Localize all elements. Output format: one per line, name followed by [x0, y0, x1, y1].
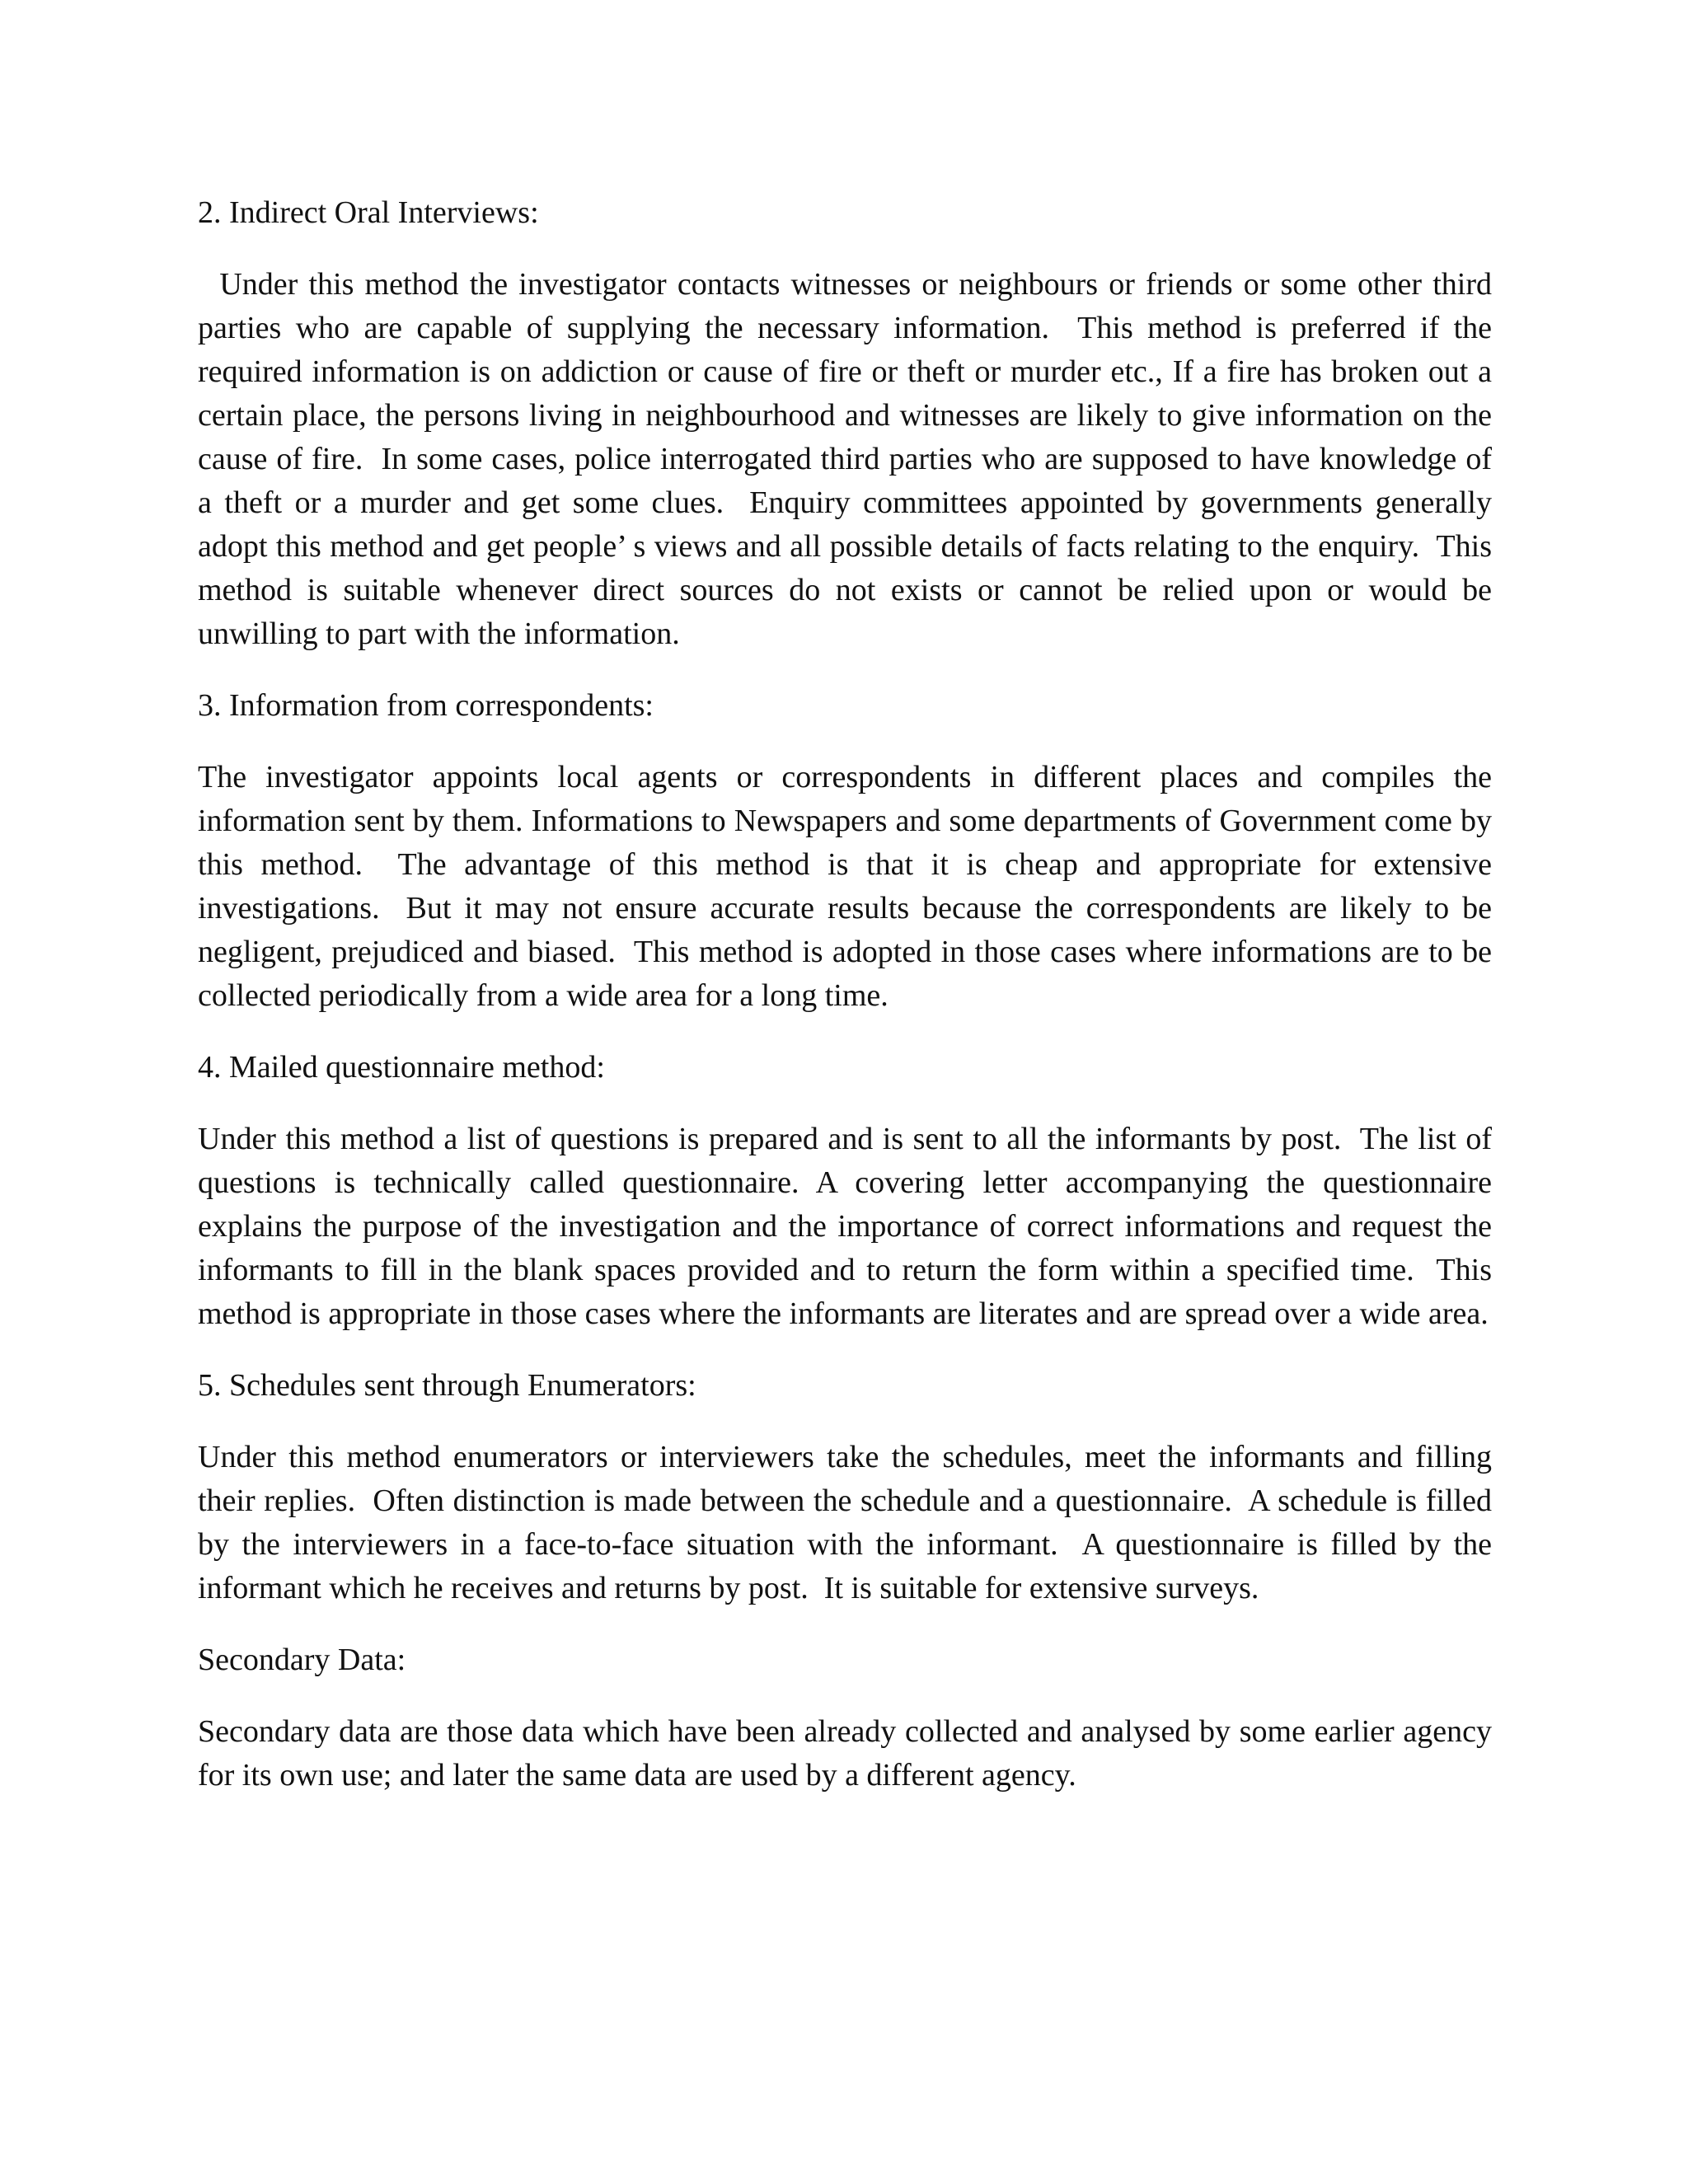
- section-paragraph-secondary-data: Secondary data are those data which have been already collected and analysed by some earlier agency for its own use; and later the same data are used by a different agency.: [198, 1714, 1500, 1793]
- section-paragraph-indirect-oral-interviews: Under this method the investigator contacts witnesses or neighbours or friends or some other third parties who are capable of supplying the necessary information. This method is preferred if the required information is on addiction or cause of fire or theft or murder etc., If a fire has broken out a certain place, the persons living in neighbourhood and witnesses are likely to give information on the cause of fire. In some cases, police interrogated third parties who are supposed to have knowledge of a theft or a murder and get some clues. Enquiry committees appointed by governments generally adopt this method and get people’ s views and all possible details of facts relating to the enquiry. This method is suitable whenever direct sources do not exists or cannot be relied upon or would be unwilling to part with the information.: [198, 267, 1500, 651]
- section-paragraph-mailed-questionnaire-method: Under this method a list of questions is prepared and is sent to all the informants by post. The list of questions is technically called questionnaire. A covering letter accompanying the questionnaire explains the purpose of the investigation and the importance of correct informations and request the informants to fill in the blank spaces provided and to return the form within a specified time. This method is appropriate in those cases where the informants are literates and are spread over a wide area.: [198, 1122, 1500, 1331]
- section-paragraph-schedules-through-enumerators: Under this method enumerators or interviewers take the schedules, meet the informants and filling their replies. Often distinction is made between the schedule and a questionnaire. A schedule is filled by the interviewers in a face-to-face situation with the informant. A questionnaire is filled by the informant which he receives and returns by post. It is suitable for extensive surveys.: [198, 1440, 1500, 1605]
- section-paragraph-information-from-correspondents: The investigator appoints local agents or correspondents in different places and compiles the information sent by them. Informations to Newspapers and some departments of Government come by this method. The advantage of this method is that it is cheap and appropriate for extensive investigations. But it may not ensure accurate results because the correspondents are likely to be negligent, prejudiced and biased. This method is adopted in those cases where informations are to be collected periodically from a wide area for a long time.: [198, 760, 1500, 1013]
- section-heading-indirect-oral-interviews: 2. Indirect Oral Interviews:: [198, 195, 539, 230]
- section-heading-information-from-correspondents: 3. Information from correspondents:: [198, 688, 654, 723]
- document-body: [198, 191, 1500, 1825]
- section-heading-mailed-questionnaire-method: 4. Mailed questionnaire method:: [198, 1050, 605, 1085]
- section-heading-schedules-through-enumerators: 5. Schedules sent through Enumerators:: [198, 1368, 696, 1403]
- section-heading-secondary-data: Secondary Data:: [198, 1643, 406, 1677]
